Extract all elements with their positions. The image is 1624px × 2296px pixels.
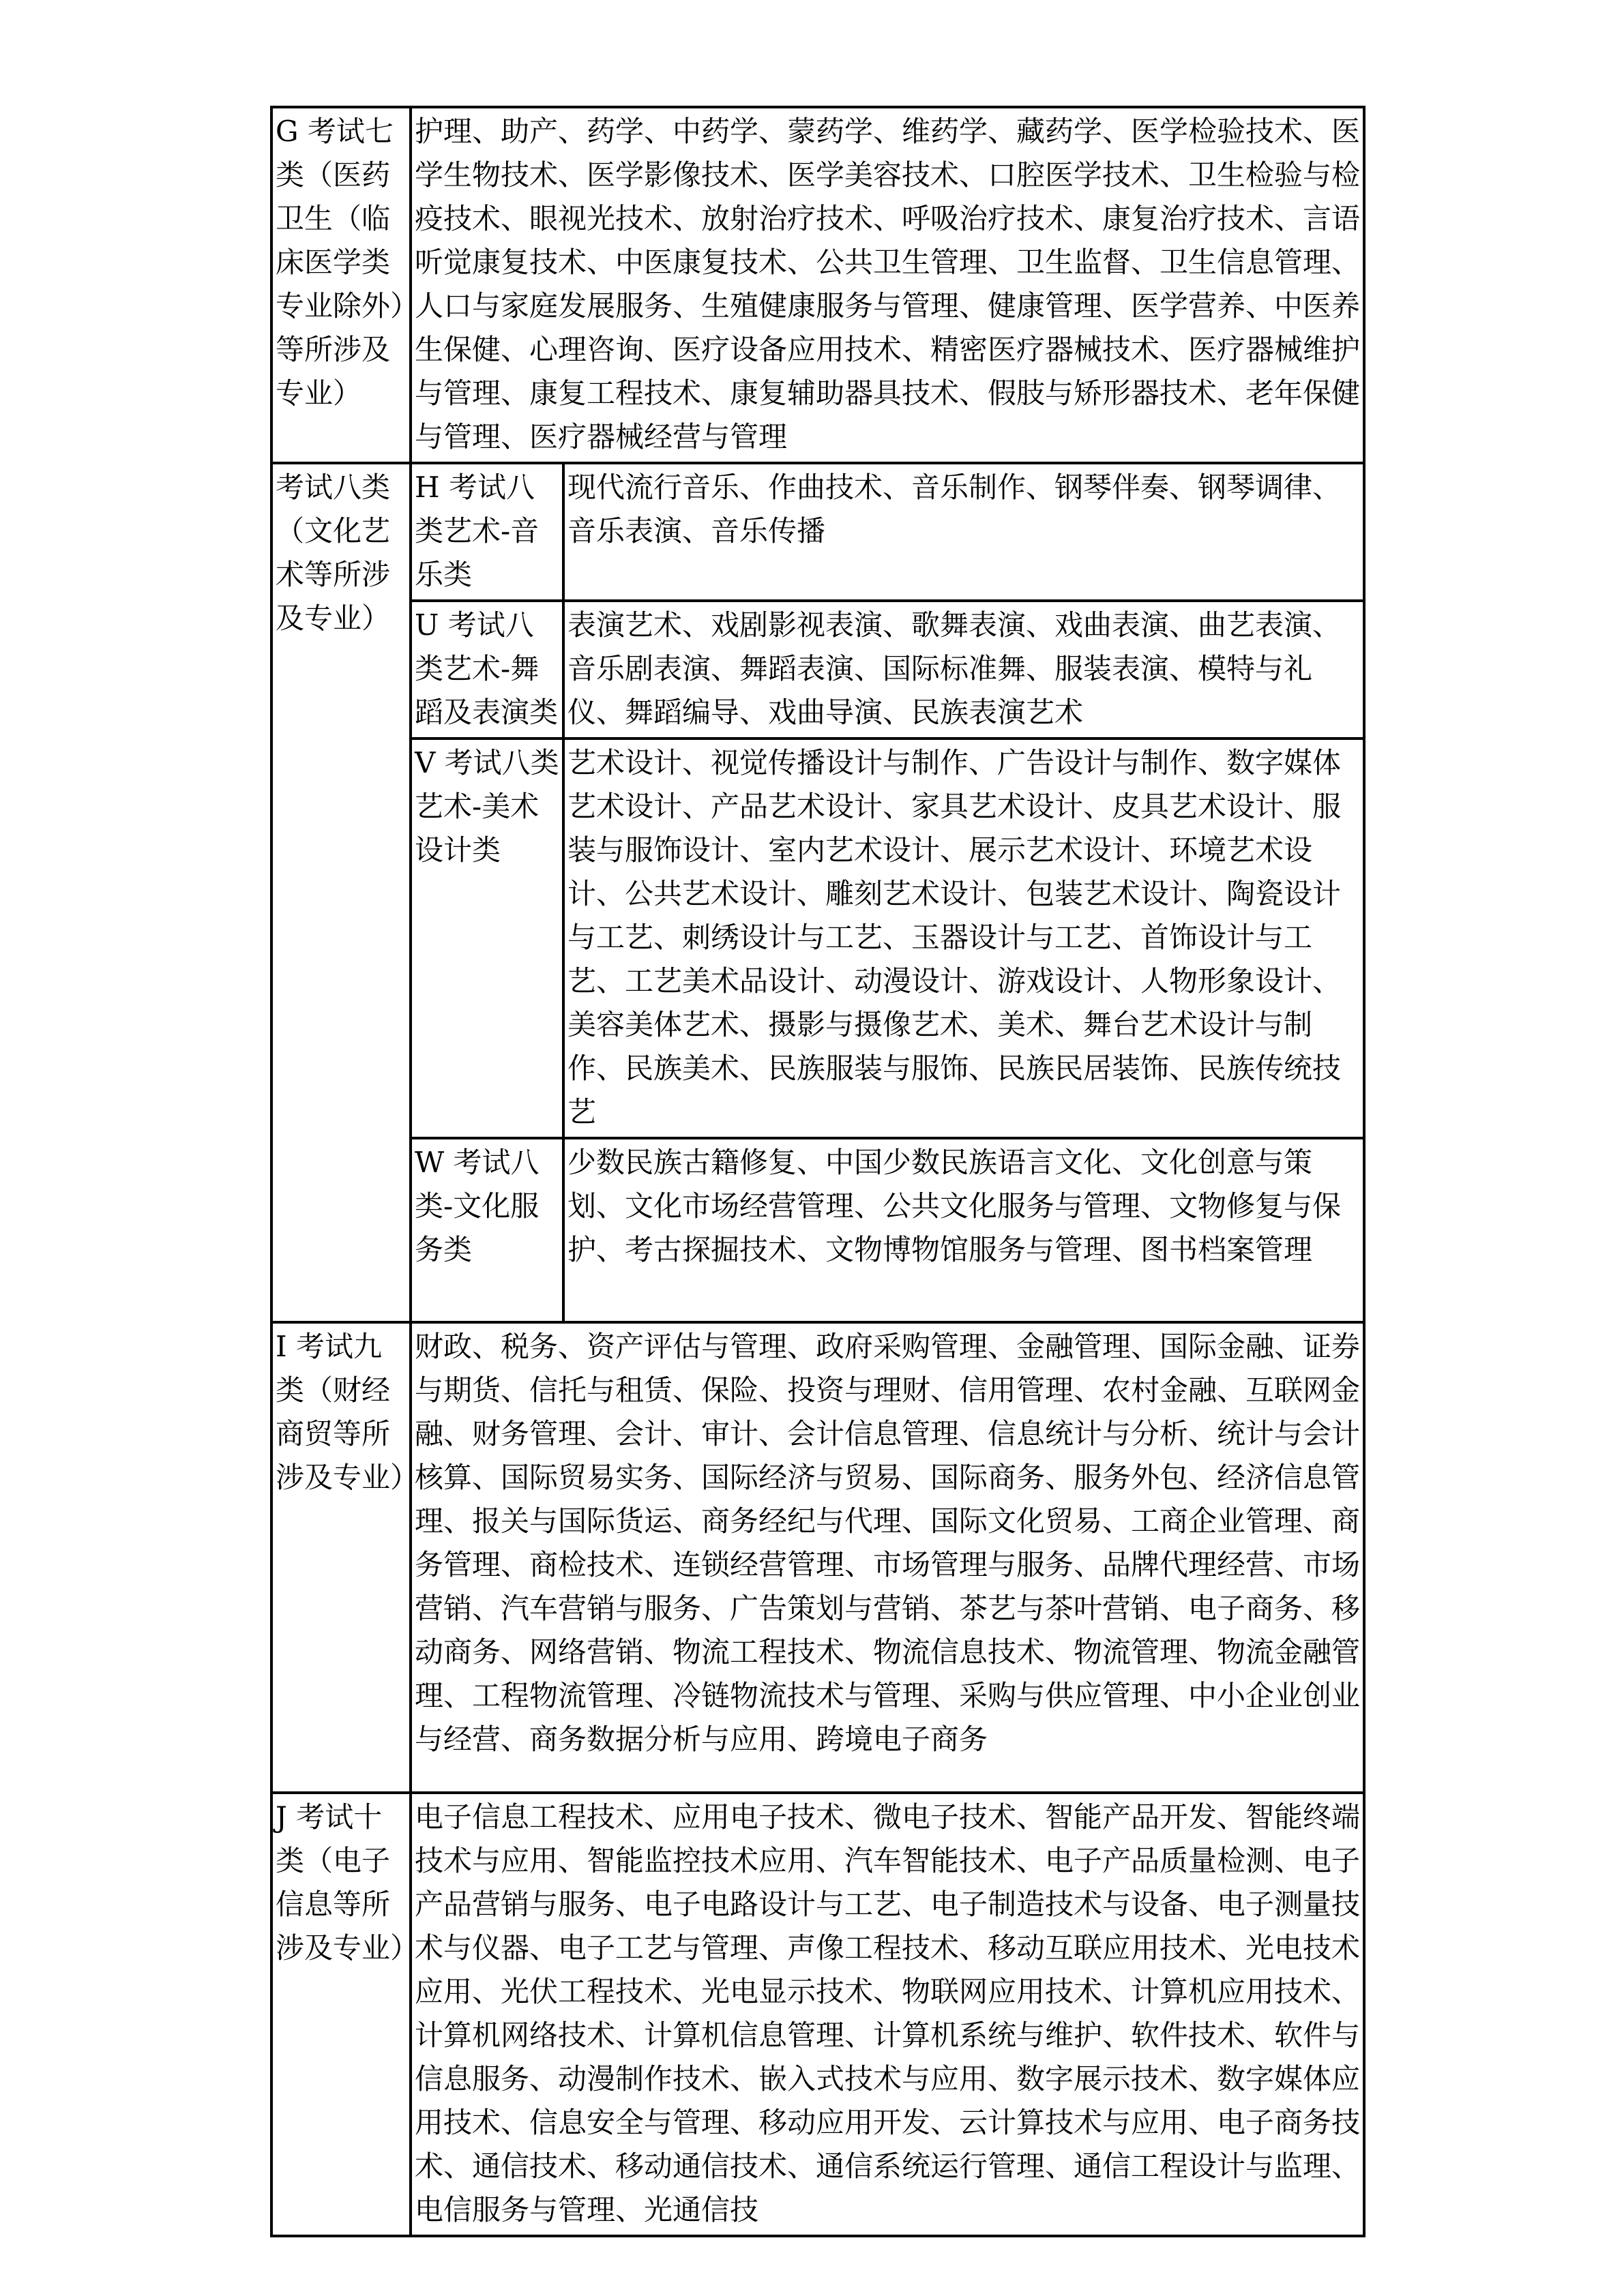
category-cell: [271, 1322, 419, 1793]
majors-cell: [563, 739, 1364, 1138]
subgroup-cell: [411, 463, 563, 601]
subgroup-label: U 考试八类艺术-舞蹈及表演类: [415, 608, 559, 729]
majors-cell: [411, 1322, 1364, 1793]
subgroup-cell: [411, 601, 563, 739]
table-row: [271, 1138, 1364, 1322]
subgroup-cell: [411, 739, 563, 1138]
table-row: [271, 601, 1364, 739]
majors-text: 护理、助产、药学、中药学、蒙药学、维药学、藏药学、医学检验技术、医学生物技术、医学影像技术、医学美容技术、口腔医学技术、卫生检验与检疫技术、眼视光技术、放射治疗技术、呼吸治疗技术、康复治疗技术、言语听觉康复技术、中医康复技术、公共卫生管理、卫生监督、卫生信息管理、人口与家庭发展服务、生殖健康服务与管理、健康管理、医学营养、中医养生保健、心理咨询、医疗设备应用技术、精密医疗器械技术、医疗器械维护与管理、康复工程技术、康复辅助器具技术、假肢与矫形器技术、老年保健与管理、医疗器械经营与管理: [415, 115, 1361, 453]
subgroup-label: W 考试八类-文化服务类: [415, 1146, 540, 1266]
majors-cell: [563, 1138, 1364, 1322]
category-label: I 考试九类（财经商贸等所涉及专业）: [276, 1330, 419, 1494]
category-cell: [271, 463, 411, 1322]
subgroup-label: V 考试八类艺术-美术设计类: [415, 746, 559, 867]
majors-cell: [563, 463, 1364, 601]
category-cell: [271, 107, 411, 463]
majors-text: 艺术设计、视觉传播设计与制作、广告设计与制作、数字媒体艺术设计、产品艺术设计、家具艺术设计、皮具艺术设计、服装与服饰设计、室内艺术设计、展示艺术设计、环境艺术设计、公共艺术设计、雕刻艺术设计、包装艺术设计、陶瓷设计与工艺、刺绣设计与工艺、玉器设计与工艺、首饰设计与工艺、工艺美术品设计、动漫设计、游戏设计、人物形象设计、美容美体艺术、摄影与摄像艺术、美术、舞台艺术设计与制作、民族美术、民族服装与服饰、民族民居装饰、民族传统技艺: [567, 746, 1342, 1129]
majors-text: 电子信息工程技术、应用电子技术、微电子技术、智能产品开发、智能终端技术与应用、智能监控技术应用、汽车智能技术、电子产品质量检测、电子产品营销与服务、电子电路设计与工艺、电子制造技术与设备、电子测量技术与仪器、电子工艺与管理、声像工程技术、移动互联应用技术、光电技术应用、光伏工程技术、光电显示技术、物联网应用技术、计算机应用技术、计算机网络技术、计算机信息管理、计算机系统与维护、软件技术、软件与信息服务、动漫制作技术、嵌入式技术与应用、数字展示技术、数字媒体应用技术、信息安全与管理、移动应用开发、云计算技术与应用、电子商务技术、通信技术、移动通信技术、通信系统运行管理、通信工程设计与监理、电信服务与管理、光通信技: [415, 1800, 1361, 2226]
subgroup-label: H 考试八类艺术-音乐类: [415, 471, 540, 591]
table-row: [271, 1322, 1364, 1793]
majors-text: 现代流行音乐、作曲技术、音乐制作、钢琴伴奏、钢琴调律、音乐表演、音乐传播: [567, 471, 1342, 548]
category-label: 考试八类（文化艺术等所涉及专业）: [276, 471, 391, 635]
table-row: [271, 1793, 1364, 2236]
category-label: G 考试七类（医药卫生（临床医学类专业除外）等所涉及专业）: [276, 115, 405, 410]
table-row: [271, 739, 1364, 1138]
majors-cell: [411, 107, 1364, 463]
majors-cell: [563, 601, 1364, 739]
table-row: [271, 107, 1364, 463]
majors-text: 表演艺术、戏剧影视表演、歌舞表演、戏曲表演、曲艺表演、音乐剧表演、舞蹈表演、国际标准舞、服装表演、模特与礼仪、舞蹈编导、戏曲导演、民族表演艺术: [567, 608, 1342, 729]
majors-cell: [411, 1793, 1364, 2236]
subgroup-cell: [411, 1138, 563, 1322]
category-label: J 考试十类（电子信息等所涉及专业）: [276, 1800, 419, 1965]
majors-text: 财政、税务、资产评估与管理、政府采购管理、金融管理、国际金融、证券与期货、信托与租赁、保险、投资与理财、信用管理、农村金融、互联网金融、财务管理、会计、审计、会计信息管理、信息统计与分析、统计与会计核算、国际贸易实务、国际经济与贸易、国际商务、服务外包、经济信息管理、报关与国际货运、商务经纪与代理、国际文化贸易、工商企业管理、商务管理、商检技术、连锁经营管理、市场管理与服务、品牌代理经营、市场营销、汽车营销与服务、广告策划与营销、茶艺与茶叶营销、电子商务、移动商务、网络营销、物流工程技术、物流信息技术、物流管理、物流金融管理、工程物流管理、冷链物流技术与管理、采购与供应管理、中小企业创业与经营、商务数据分析与应用、跨境电子商务: [415, 1330, 1361, 1756]
majors-text: 少数民族古籍修复、中国少数民族语言文化、文化创意与策划、文化市场经营管理、公共文化服务与管理、文物修复与保护、考古探掘技术、文物博物馆服务与管理、图书档案管理: [567, 1146, 1342, 1266]
table-row: [271, 463, 1364, 601]
majors-table: [270, 106, 1365, 2237]
category-cell: [271, 1793, 419, 2236]
